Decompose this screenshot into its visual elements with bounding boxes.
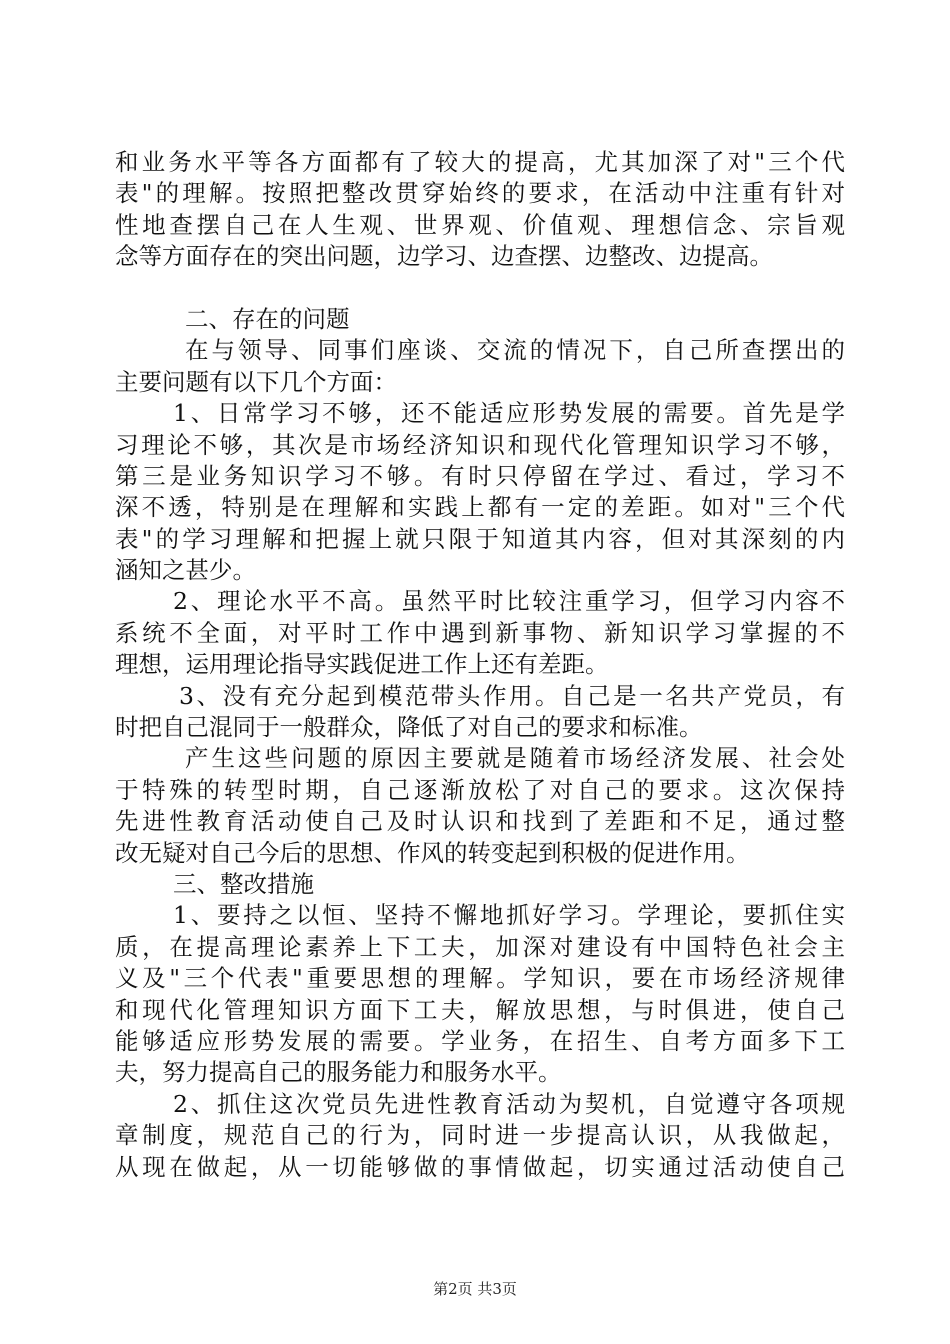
text-line: 于特殊的转型时期，自己逐渐放松了对自己的要求。这次保持 [115,775,845,804]
page-number: 第2页 共3页 [433,1280,517,1298]
text-line: 第三是业务知识学习不够。有时只停留在学过、看过，学习不 [115,461,845,490]
text-line: 3、没有充分起到模范带头作用。自己是一名共产党员，有 [179,681,845,710]
text-line: 时把自己混同于一般群众，降低了对自己的要求和标准。 [115,713,703,742]
text-line: 在与领导、同事们座谈、交流的情况下，自己所查摆出的 [185,336,845,365]
text-line: 2、理论水平不高。虽然平时比较注重学习，但学习内容不 [173,587,845,616]
text-line: 产生这些问题的原因主要就是随着市场经济发展、社会处 [185,744,845,773]
text-line: 能够适应形势发展的需要。学业务，在招生、自考方面多下工 [115,1026,845,1055]
text-line: 先进性教育活动使自己及时认识和找到了差距和不足，通过整 [115,807,845,836]
text-line: 系统不全面，对平时工作中遇到新事物、新知识学习掌握的不 [115,618,845,647]
text-line: 1、日常学习不够，还不能适应形势发展的需要。首先是学 [173,399,845,428]
section-heading-measures: 三、整改措施 [173,869,314,898]
text-line: 深不透，特别是在理解和实践上都有一定的差距。如对"三个代 [115,493,845,522]
paragraph-cause [115,743,845,869]
text-line: 和现代化管理知识方面下工夫，解放思想，与时俱进，使自己 [115,995,845,1024]
text-line: 从现在做起，从一切能够做的事情做起，切实通过活动使自己 [115,1152,845,1181]
text-line: 性地查摆自己在人生观、世界观、价值观、理想信念、宗旨观 [115,210,845,239]
paragraph-problem-1 [115,398,845,586]
text-line: 1、要持之以恒、坚持不懈地抓好学习。学理论，要抓住实 [173,901,845,930]
text-line: 2、抓住这次党员先进性教育活动为契机，自觉遵守各项规 [173,1089,845,1118]
text-line: 表"的理解。按照把整改贯穿始终的要求，在活动中注重有针对 [115,179,845,208]
text-line: 理想，运用理论指导实践促进工作上还有差距。 [115,650,609,679]
blank-line [115,273,845,304]
text-line: 涵知之甚少。 [115,556,256,585]
paragraph-measure-2 [115,1089,845,1183]
text-line: 改无疑对自己今后的思想、作风的转变起到积极的促进作用。 [115,838,750,867]
paragraph-intro [115,335,845,398]
section-heading-problems: 二、存在的问题 [185,304,350,333]
text-line: 义及"三个代表"重要思想的理解。学知识，要在市场经济规律 [115,964,845,993]
paragraph-continuation [115,147,845,273]
text-line: 念等方面存在的突出问题，边学习、边查摆、边整改、边提高。 [115,242,773,271]
paragraph-problem-2 [115,586,845,680]
text-line: 章制度，规范自己的行为，同时进一步提高认识，从我做起， [115,1121,845,1150]
text-line: 习理论不够，其次是市场经济知识和现代化管理知识学习不够， [115,430,845,459]
text-line: 和业务水平等各方面都有了较大的提高，尤其加深了对"三个代 [115,148,845,176]
paragraph-measure-1 [115,900,845,1088]
text-line: 夫，努力提高自己的服务能力和服务水平。 [115,1058,562,1087]
text-line: 主要问题有以下几个方面： [115,367,397,396]
text-line: 表"的学习理解和把握上就只限于知道其内容，但对其深刻的内 [115,524,845,553]
paragraph-problem-3 [115,681,845,744]
document-body [115,147,845,1183]
text-line: 质，在提高理论素养上下工夫，加深对建设有中国特色社会主 [115,932,845,961]
